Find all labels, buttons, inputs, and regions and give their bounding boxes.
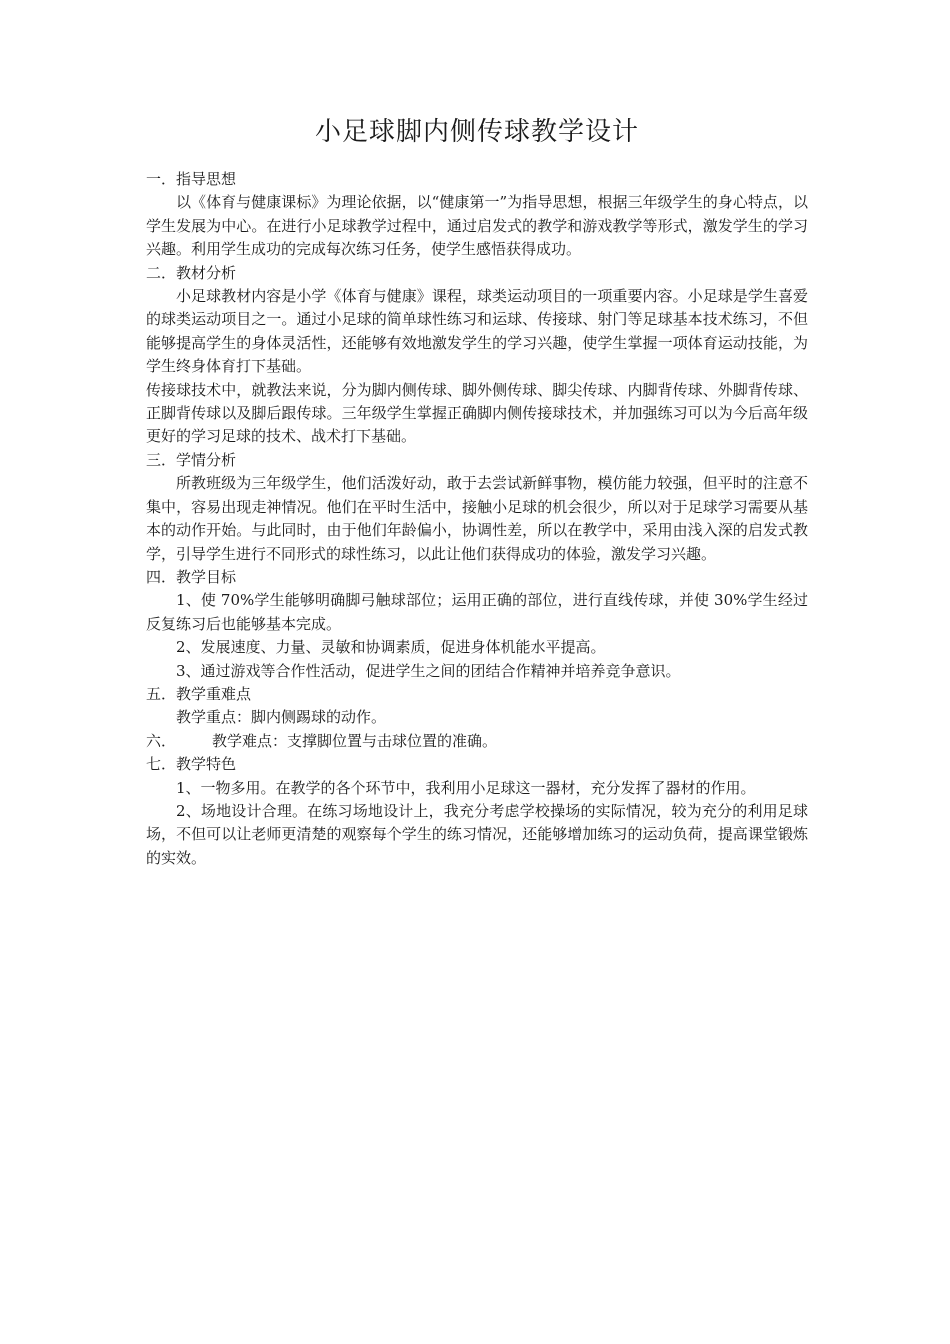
section-heading: 三．学情分析	[146, 450, 237, 469]
section-student-analysis	[146, 449, 808, 566]
section-paragraph: 小足球教材内容是小学《体育与健康》课程，球类运动项目的一项重要内容。小足球是学生喜爱的球类运动项目之一。通过小足球的简单球性练习和运球、传接球、射门等足球基本技术练习，不但能够提高学生的身体灵活性，还能够有效地激发学生的学习兴趣，使学生掌握一项体育运动技能，为学生终身体育打下基础。	[146, 287, 808, 376]
section-material-analysis	[146, 262, 808, 449]
document-title: 小足球脚内侧传球教学设计	[314, 117, 639, 147]
section-heading: 一．指导思想	[146, 170, 237, 188]
goal-item: 3、通过游戏等合作性活动，促进学生之间的团结合作精神并培养竞争意识。	[176, 661, 681, 680]
section-paragraph: 传接球技术中，就教法来说，分为脚内侧传球、脚外侧传球、脚尖传球、内脚背传球、外脚背传球、正脚背传球以及脚后跟传球。三年级学生掌握正确脚内侧传接球技术，并加强练习可以为今后高年级更好的学习足球的技术、战术打下基础。	[146, 380, 808, 446]
section-heading: 五．教学重难点	[146, 684, 252, 703]
section-guiding-ideology	[146, 168, 808, 262]
feature-item: 2、场地设计合理。在练习场地设计上，我充分考虑学校操场的实际情况，较为充分的利用足球场，不但可以让老师更清楚的观察每个学生的练习情况，还能够增加练习的运动负荷，提高课堂锻炼的实效。	[146, 801, 808, 867]
section-paragraph: 所教班级为三年级学生，他们活泼好动，敢于去尝试新鲜事物，模仿能力较强，但平时的注意不集中，容易出现走神情况。他们在平时生活中，接触小足球的机会很少，所以对于足球学习需要从基本的动作开始。与此同时，由于他们年龄偏小，协调性差，所以在教学中，采用由浅入深的启发式教学，引导学生进行不同形式的球性练习，以此让他们获得成功的体验，激发学习兴趣。	[146, 474, 808, 563]
section-heading	[146, 730, 808, 753]
section-heading: 四．教学目标	[146, 567, 237, 586]
section-heading: 二．教材分析	[146, 263, 237, 282]
section-heading: 七．教学特色	[146, 755, 237, 774]
document-page	[146, 112, 808, 870]
section-teaching-features	[146, 753, 808, 870]
section-heading-text: 教学难点：支撑脚位置与击球位置的准确。	[212, 731, 498, 750]
section-number: 六．	[146, 731, 177, 750]
goal-item: 1、使 70%学生能够明确脚弓触球部位；运用正确的部位，进行直线传球，并使 30%学生经过反复练习后也能够基本完成。	[146, 591, 808, 633]
section-paragraph: 教学重点：脚内侧踢球的动作。	[176, 708, 387, 727]
section-paragraph: 以《体育与健康课标》为理论依据，以“健康第一”为指导思想，根据三年级学生的身心特点，以学生发展为中心。在进行小足球教学过程中，通过启发式的教学和游戏教学等形式，激发学生的学习兴趣。利用学生成功的完成每次练习任务，使学生感悟获得成功。	[146, 193, 808, 259]
section-difficulty	[146, 730, 808, 753]
section-teaching-goals	[146, 566, 808, 683]
section-key-points	[146, 683, 808, 730]
goal-item: 2、发展速度、力量、灵敏和协调素质，促进身体机能水平提高。	[176, 638, 606, 657]
feature-item: 1、一物多用。在教学的各个环节中，我利用小足球这一器材，充分发挥了器材的作用。	[176, 778, 756, 797]
